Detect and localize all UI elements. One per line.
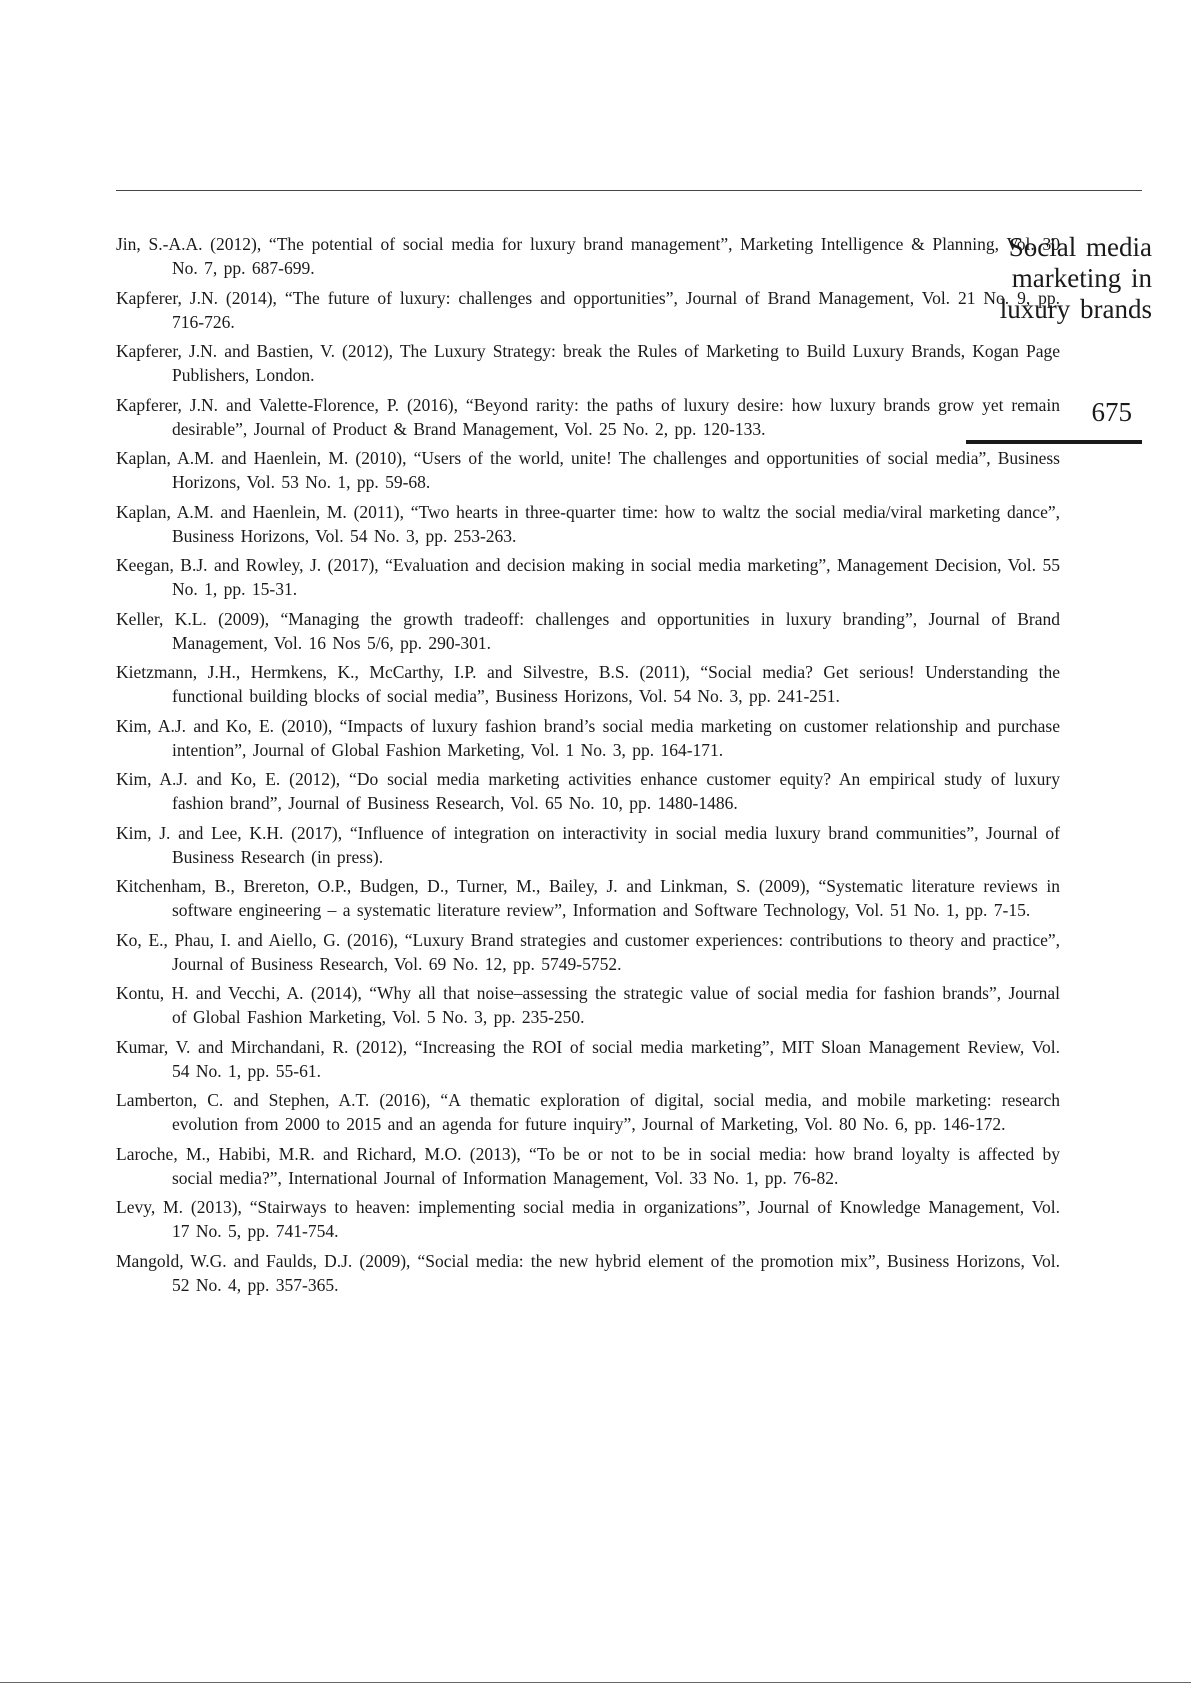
reference-item: Kim, A.J. and Ko, E. (2012), “Do social media marketing activities enhance customer equity? An empirical study of luxury fashion brand”, Journal of Business Research, Vol. 65 No. 10, pp. 1480-1486. [116, 769, 1060, 813]
reference-list [116, 232, 1060, 1302]
reference-item: Kapferer, J.N. (2014), “The future of luxury: challenges and opportunities”, Journal of Brand Management, Vol. 21 No. 9, pp. 716-726. [116, 287, 1060, 332]
reference-item: Kapferer, J.N. and Bastien, V. (2012), The Luxury Strategy: break the Rules of Marketing to Build Luxury Brands, Kogan Page Publishers, London. [116, 341, 1060, 385]
reference-item: Ko, E., Phau, I. and Aiello, G. (2016), “Luxury Brand strategies and customer experiences: contributions to theory and practice”, Journal of Business Research, Vol. 69 No. 12, pp. 5749-5752. [116, 929, 1060, 974]
reference-item: Keller, K.L. (2009), “Managing the growth tradeoff: challenges and opportunities in luxury branding”, Journal of Brand Management, Vol. 16 Nos 5/6, pp. 290-301. [116, 608, 1060, 653]
reference-item: Kitchenham, B., Brereton, O.P., Budgen, D., Turner, M., Bailey, J. and Linkman, S. (2009), “Systematic literature reviews in software engineering – a systematic literature review”, Information and Software Technology, Vol. 51 No. 1, pp. 7-15. [116, 876, 1060, 920]
reference-item: Kim, J. and Lee, K.H. (2017), “Influence of integration on interactivity in social media luxury brand communities”, Journal of Business Research (in press). [116, 822, 1060, 867]
reference-item: Kim, A.J. and Ko, E. (2010), “Impacts of luxury fashion brand’s social media marketing on customer relationship and purchase intention”, Journal of Global Fashion Marketing, Vol. 1 No. 3, pp. 164-171. [116, 715, 1060, 760]
reference-item: Lamberton, C. and Stephen, A.T. (2016), “A thematic exploration of digital, social media, and mobile marketing: research evolution from 2000 to 2015 and an agenda for future inquiry”, Journal of Marketing, Vol. 80 No. 6, pp. 146-172. [116, 1090, 1060, 1134]
reference-item: Laroche, M., Habibi, M.R. and Richard, M.O. (2013), “To be or not to be in social media: how brand loyalty is affected by social media?”, International Journal of Information Management, Vol. 33 No. 1, pp. 76-82. [116, 1143, 1060, 1188]
reference-item: Kietzmann, J.H., Hermkens, K., McCarthy, I.P. and Silvestre, B.S. (2011), “Social media? Get serious! Understanding the functional building blocks of social media”, Business Horizons, Vol. 54 No. 3, pp. 241-251. [116, 662, 1060, 706]
reference-item: Kaplan, A.M. and Haenlein, M. (2011), “Two hearts in three-quarter time: how to waltz the social media/viral marketing dance”, Business Horizons, Vol. 54 No. 3, pp. 253-263. [116, 501, 1060, 546]
reference-item: Mangold, W.G. and Faulds, D.J. (2009), “Social media: the new hybrid element of the promotion mix”, Business Horizons, Vol. 52 No. 4, pp. 357-365. [116, 1250, 1060, 1295]
running-title: Social media marketing in luxury brands [999, 232, 1152, 324]
reference-item: Keegan, B.J. and Rowley, J. (2017), “Evaluation and decision making in social media marketing”, Management Decision, Vol. 55 No. 1, pp. 15-31. [116, 555, 1060, 599]
page-number: 675 [1091, 397, 1132, 427]
reference-item: Kaplan, A.M. and Haenlein, M. (2010), “Users of the world, unite! The challenges and opportunities of social media”, Business Horizons, Vol. 53 No. 1, pp. 59-68. [116, 448, 1060, 492]
reference-item: Kapferer, J.N. and Valette-Florence, P. (2016), “Beyond rarity: the paths of luxury desire: how luxury brands grow yet remain desirable”, Journal of Product & Brand Management, Vol. 25 No. 2, pp. 120-133. [116, 394, 1060, 439]
header-rule [116, 190, 1142, 191]
reference-item: Kumar, V. and Mirchandani, R. (2012), “Increasing the ROI of social media marketing”, MIT Sloan Management Review, Vol. 54 No. 1, pp. 55-61. [116, 1036, 1060, 1081]
reference-item: Kontu, H. and Vecchi, A. (2014), “Why all that noise–assessing the strategic value of social media for fashion brands”, Journal of Global Fashion Marketing, Vol. 5 No. 3, pp. 235-250. [116, 983, 1060, 1027]
footer-rule [0, 1682, 1191, 1683]
reference-item: Jin, S.-A.A. (2012), “The potential of social media for luxury brand management”, Marketing Intelligence & Planning, Vol. 30 No. 7, pp. 687-699. [116, 234, 1060, 278]
reference-item: Levy, M. (2013), “Stairways to heaven: implementing social media in organizations”, Journal of Knowledge Management, Vol. 17 No. 5, pp. 741-754. [116, 1197, 1060, 1241]
